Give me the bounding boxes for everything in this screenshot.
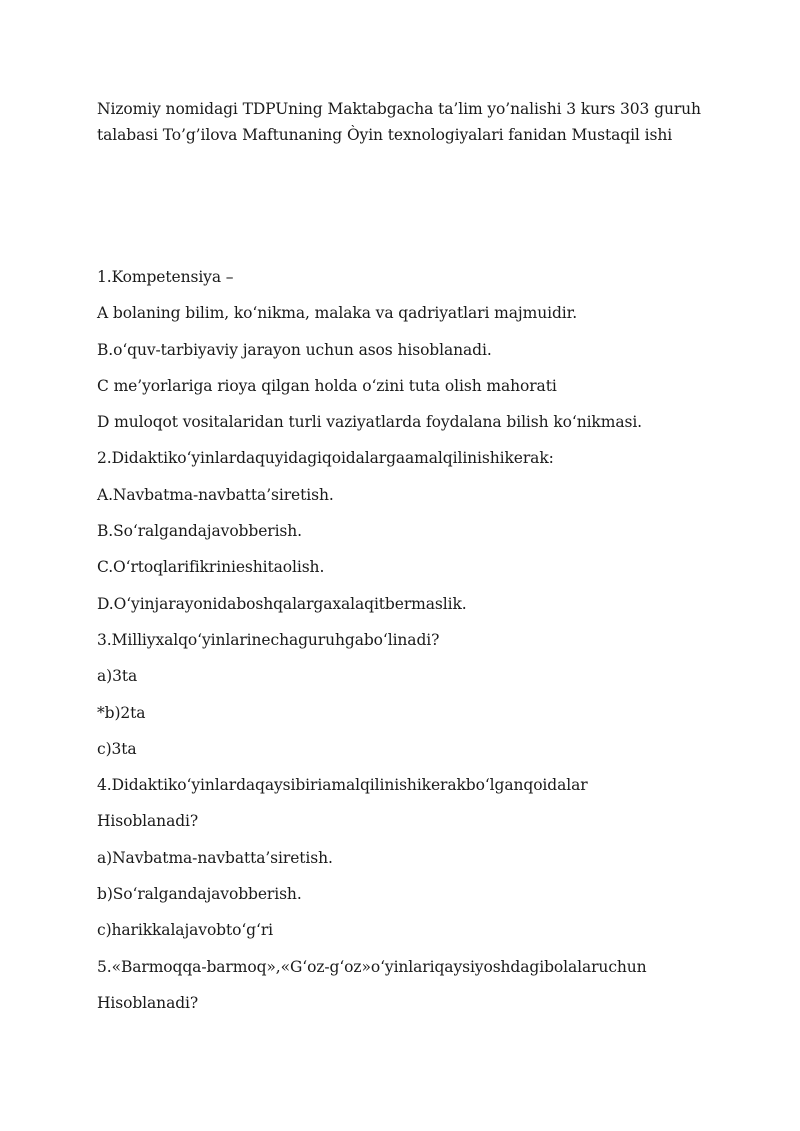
header-line: Nizomiy nomidagi TDPUning Maktabgacha ta’lim yo’nalishi 3 kurs 303 guruh	[97, 100, 701, 118]
question-5-title: 5.«Barmoqqa-barmoq»,«Gʻoz-gʻoz»oʻyinlariqaysiyoshdagibolalaruchun	[97, 957, 647, 976]
answer-option: A bolaning bilim, koʻnikma, malaka va qadriyatlari majmuidir.	[97, 304, 578, 323]
question-5-title-continued: Hisoblanadi?	[97, 993, 199, 1012]
document-header	[97, 96, 737, 148]
answer-option: B.Soʻralgandajavobberish.	[97, 522, 302, 541]
answer-option: a)3ta	[97, 667, 138, 686]
question-2-title: 2.Didaktikoʻyinlardaquyidagiqoidalargaamalqilinishikerak:	[97, 449, 554, 468]
header-line: talabasi To’g’ilova Maftunaning Òyin texnologiyalari fanidan Mustaqil ishi	[97, 126, 673, 144]
answer-option: b)Soʻralgandajavobberish.	[97, 885, 302, 904]
question-4-title: 4.Didaktikoʻyinlardaqaysibiriamalqilinishikerakboʻlganqoidalar	[97, 776, 588, 795]
answer-option: C.Oʻrtoqlarifikrinieshitaolish.	[97, 558, 325, 577]
answer-option: D muloqot vositalaridan turli vaziyatlarda foydalana bilish koʻnikmasi.	[97, 413, 643, 432]
answer-option: c)harikkalajavobtoʻgʻri	[97, 921, 274, 940]
answer-option: B.oʻquv-tarbiyaviy jarayon uchun asos hisoblanadi.	[97, 340, 492, 359]
question-1-title: 1.Kompetensiya –	[97, 268, 234, 286]
answer-option: a)Navbatma-navbatta’siretish.	[97, 848, 333, 867]
answer-option: C me’yorlariga rioya qilgan holda oʻzini tuta olish mahorati	[97, 376, 557, 395]
document-body	[97, 264, 737, 1026]
answer-option-marked: *b)2ta	[97, 703, 146, 722]
answer-option: c)3ta	[97, 739, 137, 758]
question-4-title-continued: Hisoblanadi?	[97, 812, 199, 831]
question-3-title: 3.Milliyxalqoʻyinlarinechaguruhgaboʻlinadi?	[97, 630, 440, 649]
answer-option: D.Oʻyinjarayonidaboshqalargaxalaqitbermaslik.	[97, 594, 467, 613]
answer-option: A.Navbatma-navbatta’siretish.	[97, 485, 334, 504]
